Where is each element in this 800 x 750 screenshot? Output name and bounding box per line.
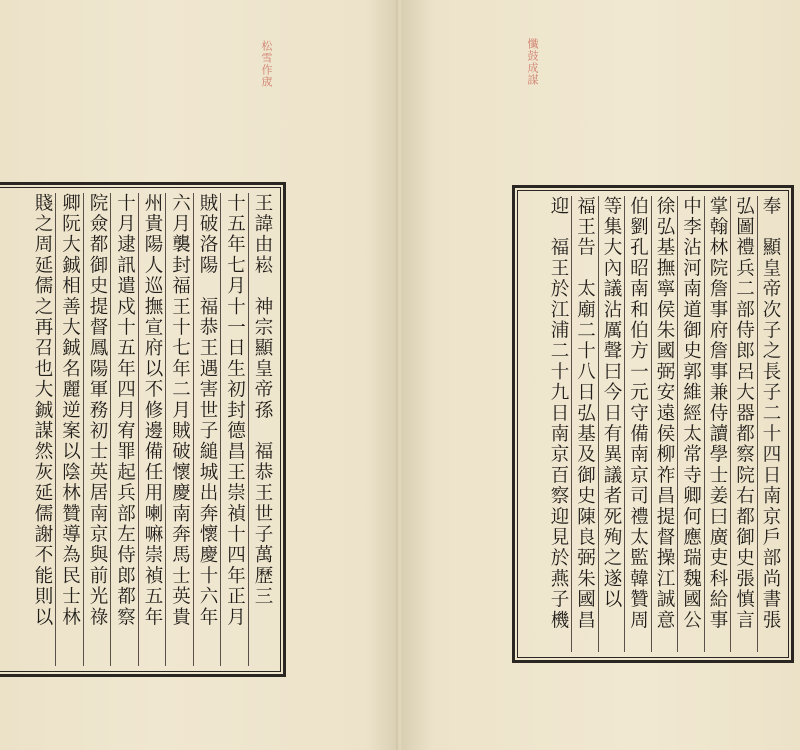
text-column: 弘圖禮兵二部侍郎呂大器都察院右都御史張慎言 bbox=[730, 196, 757, 652]
text-column: 徐弘基撫寧侯朱國弼安遠侯柳祚昌提督操江誠意 bbox=[651, 196, 678, 652]
text-column: 等集大內議沾厲聲曰今日有異議者死殉之遂以 bbox=[598, 196, 625, 652]
text-column: 賊破洛陽 福恭王遇害世子縋城出奔懷慶十六年 bbox=[193, 193, 221, 666]
left-text-block bbox=[5, 193, 275, 666]
text-column: 王諱由崧 神宗顯皇帝孫 福恭王世子萬歷三 bbox=[248, 193, 276, 666]
left-page bbox=[0, 0, 398, 750]
text-column: 十月逮訊遣戍十五年四月宥罪起兵部左侍郎都察 bbox=[110, 193, 138, 666]
text-column: 六月襲封福王十七年二月賊破懷慶南奔馬士英貴 bbox=[165, 193, 193, 666]
text-column: 掌翰林院詹事府詹事兼侍讀學士姜曰廣吏科給事 bbox=[704, 196, 731, 652]
right-text-frame bbox=[512, 185, 794, 663]
left-text-frame bbox=[0, 182, 286, 677]
right-seal-stamp: 懺鼓成謀 bbox=[526, 38, 539, 86]
text-column: 伯劉孔昭南和伯方一元守備南京司禮太監韓贊周 bbox=[624, 196, 651, 652]
left-seal-stamp: 松雪作宬 bbox=[260, 40, 273, 88]
text-column: 院僉都御史提督鳳陽軍務初士英居南京與前光祿 bbox=[83, 193, 111, 666]
text-column: 奉 顯皇帝次子之長子二十四日南京戶部尚書張 bbox=[757, 196, 784, 652]
text-column: 賤之周延儒之再召也大鋮謀然灰延儒謝不能則以 bbox=[32, 193, 53, 628]
text-column: 卿阮大鋮相善大鋮名麗逆案以陰林贊導為民士林 bbox=[55, 193, 83, 666]
text-column: 中李沾河南道御史郭維經太常寺卿何應瑞魏國公 bbox=[677, 196, 704, 652]
text-column: 十五年七月十一日生初封德昌王崇禎十四年正月 bbox=[220, 193, 248, 666]
text-column: 福王告 太廟二十八日弘基及御史陳良弼朱國昌 bbox=[571, 196, 598, 652]
right-text-block bbox=[523, 196, 783, 652]
text-column: 迎 福王於江浦二十九日南京百察迎見於燕子機 bbox=[548, 196, 569, 631]
text-column: 州貴陽人巡撫宣府以不修邊備任用喇嘛崇禎五年 bbox=[138, 193, 166, 666]
